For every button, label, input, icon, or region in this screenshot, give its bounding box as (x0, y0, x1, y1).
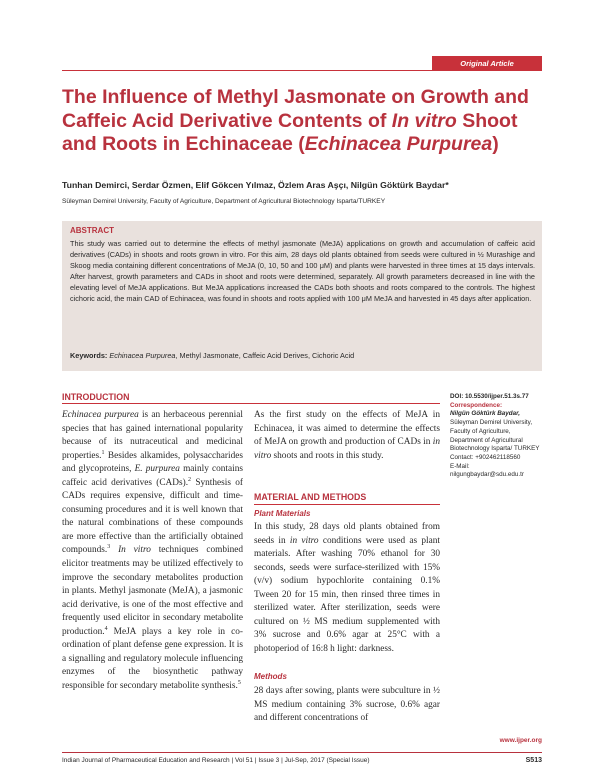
paper-title (62, 86, 542, 157)
species-name: Echinacea purpurea (62, 410, 139, 420)
title-part-2: Shoot and Roots in Echinaceae ( (62, 109, 518, 155)
species-abbrev: E. purpurea (134, 464, 180, 475)
author-list: Tunhan Demirci, Serdar Özmen, Elif Gökcen Yılmaz, Özlem Aras Aşçı, Nilgün Göktürk Baydar* (62, 180, 449, 190)
footer-rule (62, 752, 542, 753)
intro-space (110, 545, 118, 555)
intro-text-6: MeJA plays a key role in co-ordination of plant defense gene expression. It is a signalling and regulatory molecule influencing enzymes of the biosynthetic pathway responsible for secondary metabolite synthesis. (62, 626, 243, 691)
aim-text-2: shoots and roots in this study. (271, 450, 384, 461)
plant-materials-heading: Plant Materials (254, 509, 311, 518)
introduction-heading: INTRODUCTION (62, 392, 130, 402)
methods-paragraph: 28 days after sowing, plants were subculture in ½ MS medium containing 3% sucrose, 0.6% agar and different concentrations of (254, 686, 440, 724)
corresponding-address: Süleyman Demirel University, Faculty of Agriculture, Department of Agricultural Biotechnology Isparta/ TURKEY (450, 419, 540, 453)
introduction-rule (62, 403, 440, 404)
journal-footer: Indian Journal of Pharmaceutical Education and Research | Vol 51 | Issue 3 | Jul-Sep, 2017 (Special Issue) (62, 757, 370, 764)
page-number: S513 (525, 757, 542, 764)
doi: DOI: 10.5530/ijper.51.3s.77 (450, 393, 529, 400)
title-italic-2: Echinacea Purpurea (304, 133, 493, 155)
plant-materials-paragraph (254, 521, 440, 656)
keywords-italic: Echinacea Purpurea (109, 351, 176, 360)
title-part-3: ) (492, 133, 499, 155)
methods-heading: MATERIAL AND METHODS (254, 492, 367, 502)
abstract-heading: ABSTRACT (70, 226, 114, 235)
abstract-text: This study was carried out to determine the effects of methyl jasmonate (MeJA) applications on growth and accumulation of caffeic acid derivatives (CADs) in shoots and roots grown in vitro. For this aim, 28 days old plants obtained from seeds were cultured in ½ Murashige and Skoog media containing different concentrations of MeJA (0, 10, 50 and 100 μM) and plants were harvested in three times at 15 days intervals. After harvest, growth parameters and CADs in shoot and roots were determined, separately. All growth parameters decreased in line with the elevating level of MeJA applications. But MeJA applications increased the CADs both shoots and roots compared to the controls. The highest cichoric acid, the main CAD of Echinacea, was found in shoots and roots applied with 100 μM MeJA and harvested in 45 days after application. (70, 239, 535, 304)
keywords-label: Keywords: (70, 351, 108, 360)
correspondence-sidebar (450, 393, 542, 480)
methods-subheading: Methods (254, 672, 287, 681)
aim-paragraph (254, 409, 440, 463)
journal-website[interactable]: www.ijper.org (499, 737, 542, 744)
methods-rule (254, 504, 440, 505)
title-italic-1: In vitro (391, 109, 457, 132)
intro-text-1: is an herbaceous perennial species that has gained international popularity because of its nutraceutical and medicinal properties. (62, 410, 243, 461)
intro-text-3: mainly contains caffeic acid derivatives (CADs). (62, 464, 243, 488)
citation-5: 5 (237, 679, 241, 686)
affiliation: Süleyman Demirel University, Faculty of Agriculture, Department of Agricultural Biotechnology Isparta/TURKEY (62, 198, 386, 205)
article-type-badge: Original Article (432, 56, 542, 70)
contact-email[interactable]: E-Mail: nilgungbaydar@sdu.edu.tr (450, 462, 524, 479)
aim-text-1: As the first study on the effects of MeJA in Echinacea, it was aimed to determine the effects of MeJA on growth and production of CADs in (254, 410, 440, 448)
intro-text-2: Besides alkamides, polysaccharides and glycoproteins, (62, 450, 243, 475)
corresponding-author: Nilgün Göktürk Baydar, (450, 410, 520, 418)
keywords (70, 351, 535, 360)
citation-4: 4 (104, 625, 108, 632)
citation-1: 1 (101, 449, 105, 456)
aim-in-vitro: in vitro (254, 437, 440, 461)
intro-text-4: Synthesis of CADs requires expensive, difficult and time-consuming procedures and it is well known that the natural combinations of these compounds are more effective than the artificially obtained compounds. (62, 477, 243, 556)
title-part-1: The Influence of Methyl Jasmonate on Growth and Caffeic Acid Derivative Contents of (62, 86, 529, 132)
keywords-rest: , Methyl Jasmonate, Caffeic Acid Derives, Cichoric Acid (175, 351, 355, 360)
citation-2: 2 (188, 476, 192, 483)
citation-3: 3 (107, 544, 111, 551)
intro-text-5: techniques combined elicitor treatments may be utilized effectively to improve the secondary metabolites production in plants. Methyl jasmonate (MeJA), a jasmonic acid derivative, is one of the most effective and frequently used elicitor in secondary metabolite production. (62, 545, 243, 637)
methods-text-2: conditions were used as plant materials. After washing 70% ethanol for 30 seconds, seeds were surface-sterilized with 15% (v/v) sodium hypochlorite containing 0.1% Tween 20 for 15 min, then rinsed three times in sterilized water. After sterilization, seeds were cultured on ½ MS medium supplemented with 3% sucrose and 0.6% agar at 25°C with a photoperiod of 16:8 h light: darkness. (254, 535, 440, 654)
in-vitro-term: In vitro (118, 545, 151, 556)
methods-text-1: In this study, 28 days old plants obtained from seeds in (254, 522, 440, 546)
correspondence-label: Correspondence: (450, 401, 503, 409)
header-rule (62, 70, 542, 71)
introduction-paragraph (62, 409, 243, 693)
methods-in-vitro: in vitro (289, 535, 319, 546)
contact-phone: Contact: +902462118560 (450, 453, 521, 461)
